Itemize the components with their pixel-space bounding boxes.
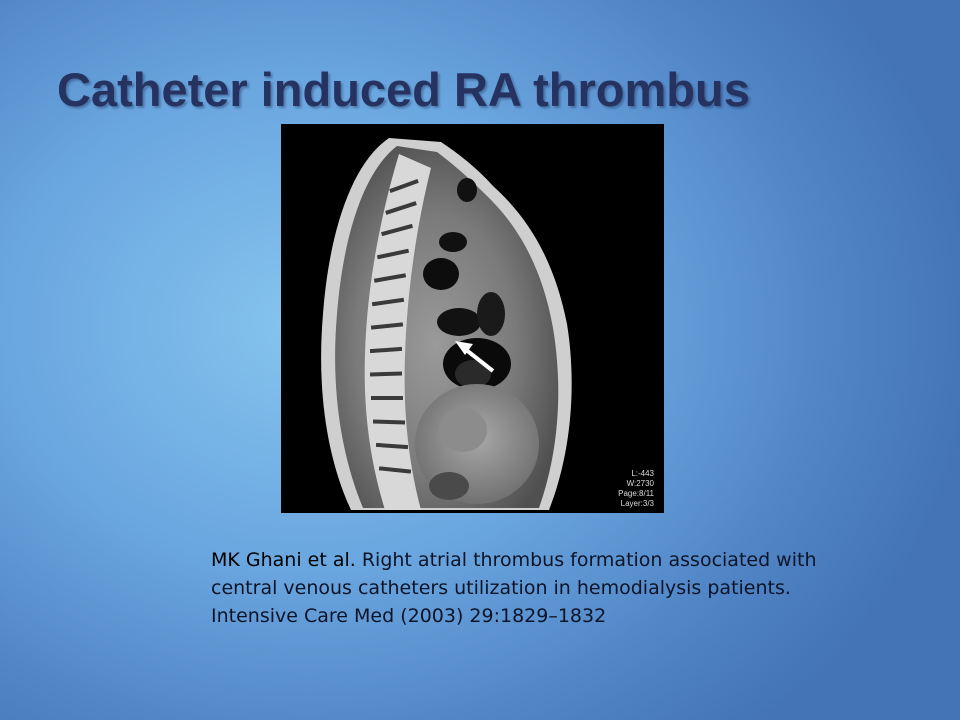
citation-authors: MK Ghani et al. [211, 549, 356, 571]
overlay-layer: Layer:3/3 [620, 499, 654, 508]
overlay-window: W:2730 [626, 479, 654, 488]
overlay-page: Page:8/11 [618, 489, 654, 498]
mri-overlay-text [618, 469, 654, 509]
mri-image [281, 124, 664, 513]
citation-text: Right atrial thrombus formation associated with central venous catheters utilization in hemodialysis patients. Intensive Care Med (2003) 29:1829–1832 [211, 549, 817, 627]
slide-title: Catheter induced RA thrombus [57, 63, 750, 116]
citation [211, 546, 831, 630]
mri-scan-illustration [281, 124, 664, 513]
overlay-level: L:-443 [631, 469, 654, 478]
